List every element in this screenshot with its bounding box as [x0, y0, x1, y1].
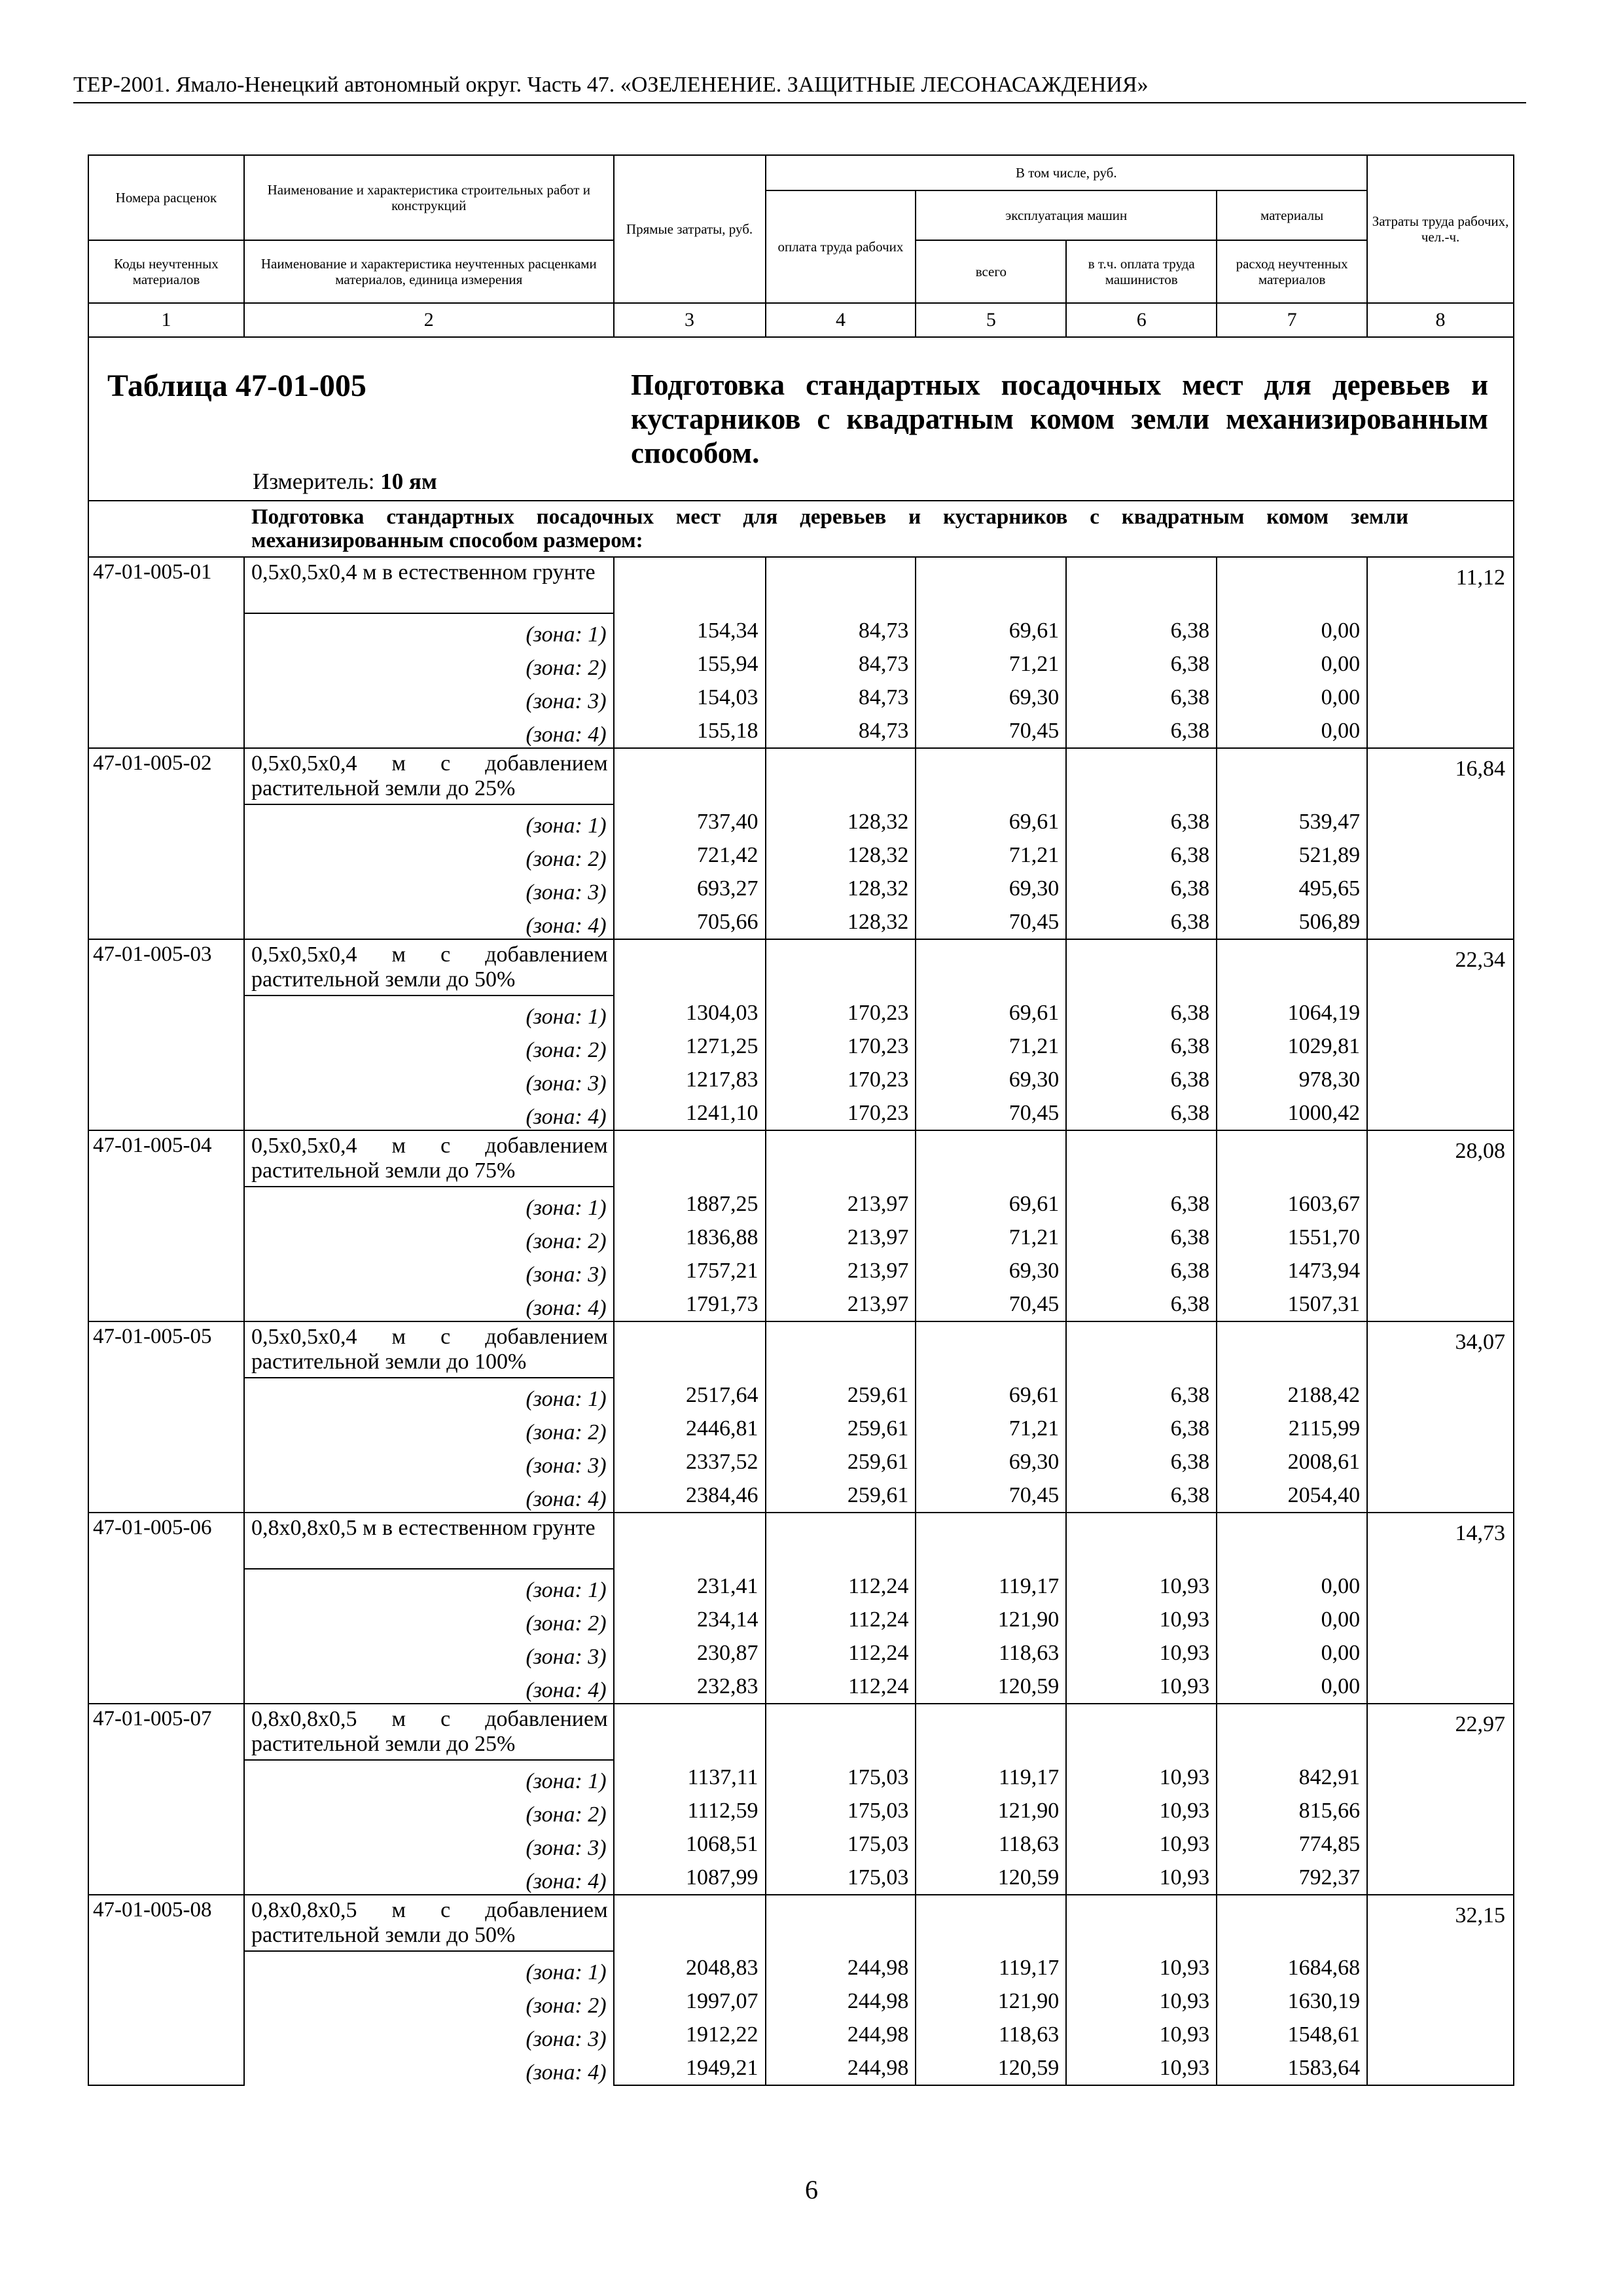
zone-label: (зона: 4) [244, 1670, 614, 1704]
operators-wages-cell [1066, 939, 1217, 1130]
labor-cost: 34,07 [1367, 1321, 1514, 1513]
zone-label: (зона: 1) [244, 1760, 614, 1794]
rate-description: 0,8x0,8x0,5 м в естественном грунте [244, 1513, 614, 1569]
col-header-unaccounted-materials: расход неучтенных материалов [1217, 240, 1367, 303]
machines-total-cell [916, 1321, 1066, 1513]
zone-value: 1583,64 [1287, 2056, 1361, 2080]
zone-value: 71,21 [1008, 1034, 1060, 1058]
zone-value: 10,93 [1159, 1956, 1210, 1980]
labor-cost: 32,15 [1367, 1895, 1514, 2085]
zone-value: 84,73 [858, 619, 909, 643]
direct-costs-cell [614, 557, 766, 748]
zone-value: 815,66 [1298, 1799, 1361, 1823]
zone-value: 1684,68 [1287, 1956, 1361, 1980]
rate-code: 47-01-005-03 [88, 939, 244, 1130]
zone-label: (зона: 1) [244, 1378, 614, 1412]
zone-value: 10,93 [1159, 1989, 1210, 2013]
col-number: 4 [766, 303, 916, 337]
zone-value: 69,61 [1008, 1192, 1060, 1216]
zone-value: 0,00 [1321, 1607, 1361, 1632]
machines-total-cell [916, 1130, 1066, 1321]
rate-rows [88, 557, 1514, 2085]
unit-value: 10 ям [380, 469, 437, 494]
zone-label: (зона: 4) [244, 1287, 614, 1321]
zone-value: 120,59 [997, 2056, 1060, 2080]
zone-label: (зона: 1) [244, 1569, 614, 1603]
zone-value: 1548,61 [1287, 2022, 1361, 2047]
materials-cell [1217, 939, 1367, 1130]
rate-description: 0,5x0,5x0,4 м с добавлением растительной земли до 25% [244, 748, 614, 804]
rate-description: 0,5x0,5x0,4 м с добавлением растительной земли до 50% [244, 939, 614, 996]
zone-value: 10,93 [1159, 1607, 1210, 1632]
wages-cell [766, 1321, 916, 1513]
zone-value: 10,93 [1159, 1641, 1210, 1665]
zone-value: 1836,88 [686, 1225, 758, 1249]
zone-value: 1241,10 [686, 1101, 758, 1125]
machines-total-cell [916, 1704, 1066, 1895]
rate-row-header [88, 748, 1514, 804]
zone-label: (зона: 1) [244, 804, 614, 838]
labor-cost: 22,34 [1367, 939, 1514, 1130]
labor-cost: 16,84 [1367, 748, 1514, 939]
zone-value: 10,93 [1159, 1765, 1210, 1789]
zone-value: 6,38 [1170, 1225, 1210, 1249]
unit-label: Измеритель: [253, 469, 375, 494]
col-header-machines-total: всего [916, 240, 1066, 303]
table-unit [253, 469, 437, 495]
machines-total-cell [916, 939, 1066, 1130]
zone-value: 978,30 [1298, 1067, 1361, 1092]
zone-value: 259,61 [847, 1383, 909, 1407]
zone-value: 170,23 [847, 1101, 909, 1125]
rate-description: 0,5x0,5x0,4 м с добавлением растительной земли до 75% [244, 1130, 614, 1187]
zone-value: 128,32 [847, 876, 909, 901]
zone-value: 175,03 [847, 1832, 909, 1856]
zone-value: 1630,19 [1287, 1989, 1361, 2013]
zone-label: (зона: 2) [244, 647, 614, 681]
zone-value: 118,63 [999, 2022, 1060, 2047]
zone-value: 69,30 [1008, 1450, 1060, 1474]
zone-value: 175,03 [847, 1865, 909, 1890]
zone-value: 721,42 [697, 843, 758, 867]
zone-value: 506,89 [1298, 910, 1361, 934]
zone-value: 121,90 [997, 1607, 1060, 1632]
zone-value: 1217,83 [686, 1067, 758, 1092]
zone-value: 0,00 [1321, 1641, 1361, 1665]
rate-row-header [88, 1130, 1514, 1187]
zone-label: (зона: 3) [244, 1636, 614, 1670]
zone-label: (зона: 3) [244, 681, 614, 714]
materials-cell [1217, 1130, 1367, 1321]
zone-value: 120,59 [997, 1674, 1060, 1698]
col-number: 5 [916, 303, 1066, 337]
zone-value: 1087,99 [686, 1865, 758, 1890]
zone-value: 1757,21 [686, 1259, 758, 1283]
zone-value: 10,93 [1159, 1832, 1210, 1856]
zone-value: 1137,11 [687, 1765, 758, 1789]
rate-row-header [88, 557, 1514, 613]
zone-value: 84,73 [858, 685, 909, 709]
zone-label: (зона: 1) [244, 996, 614, 1030]
zone-value: 6,38 [1170, 1034, 1210, 1058]
zone-value: 213,97 [847, 1259, 909, 1283]
zone-value: 6,38 [1170, 685, 1210, 709]
zone-label: (зона: 4) [244, 714, 614, 748]
zone-label: (зона: 3) [244, 1445, 614, 1479]
zone-value: 539,47 [1298, 810, 1361, 834]
zone-value: 495,65 [1298, 876, 1361, 901]
rate-code: 47-01-005-06 [88, 1513, 244, 1704]
labor-cost: 11,12 [1367, 557, 1514, 748]
zone-value: 69,30 [1008, 1067, 1060, 1092]
rate-code: 47-01-005-08 [88, 1895, 244, 2085]
zone-value: 213,97 [847, 1292, 909, 1316]
zone-value: 2115,99 [1288, 1416, 1361, 1441]
zone-value: 213,97 [847, 1192, 909, 1216]
rate-code: 47-01-005-07 [88, 1704, 244, 1895]
zone-value: 170,23 [847, 1067, 909, 1092]
operators-wages-cell [1066, 1895, 1217, 2085]
zone-value: 792,37 [1298, 1865, 1361, 1890]
page-number: 6 [805, 2175, 818, 2204]
col-header-including: В том числе, руб. [766, 155, 1368, 190]
zone-value: 737,40 [697, 810, 758, 834]
col-number: 1 [88, 303, 244, 337]
zone-value: 119,17 [999, 1574, 1060, 1598]
zone-value: 1603,67 [1287, 1192, 1361, 1216]
zone-value: 155,18 [697, 719, 758, 743]
zone-value: 175,03 [847, 1799, 909, 1823]
section-heading: Подготовка стандартных посадочных мест для деревьев и кустарников с квадратным комом земли механизированным способом размером: [88, 501, 1514, 557]
col-header-operators-wages: в т.ч. оплата труда машинистов [1066, 240, 1217, 303]
operators-wages-cell [1066, 557, 1217, 748]
zone-value: 69,61 [1008, 1001, 1060, 1025]
zone-value: 84,73 [858, 652, 909, 676]
labor-cost: 22,97 [1367, 1704, 1514, 1895]
zone-value: 6,38 [1170, 1450, 1210, 1474]
zone-value: 70,45 [1008, 719, 1060, 743]
zone-label: (зона: 2) [244, 1985, 614, 2018]
materials-cell [1217, 1704, 1367, 1895]
zone-value: 230,87 [697, 1641, 758, 1665]
zone-value: 1473,94 [1287, 1259, 1361, 1283]
col-header-machines: эксплуатация машин [916, 190, 1217, 240]
zone-value: 10,93 [1159, 1574, 1210, 1598]
zone-value: 1997,07 [686, 1989, 758, 2013]
zone-label: (зона: 3) [244, 1827, 614, 1861]
zone-value: 0,00 [1321, 719, 1361, 743]
zone-value: 118,63 [999, 1641, 1060, 1665]
zone-value: 6,38 [1170, 1259, 1210, 1283]
col-header-material-name: Наименование и характеристика неучтенных расценками материалов, единица измерения [244, 240, 614, 303]
zone-value: 1029,81 [1287, 1034, 1361, 1058]
rate-code: 47-01-005-02 [88, 748, 244, 939]
machines-total-cell [916, 748, 1066, 939]
zone-value: 112,24 [848, 1674, 909, 1698]
zone-value: 1551,70 [1287, 1225, 1361, 1249]
direct-costs-cell [614, 1704, 766, 1895]
zone-value: 0,00 [1321, 1674, 1361, 1698]
machines-total-cell [916, 1895, 1066, 2085]
rate-row-header [88, 1704, 1514, 1760]
zone-value: 244,98 [847, 1989, 909, 2013]
zone-value: 2188,42 [1287, 1383, 1361, 1407]
zone-label: (зона: 1) [244, 1187, 614, 1221]
col-number: 6 [1066, 303, 1217, 337]
direct-costs-cell [614, 1321, 766, 1513]
zone-value: 6,38 [1170, 1383, 1210, 1407]
col-number: 7 [1217, 303, 1367, 337]
zone-value: 70,45 [1008, 910, 1060, 934]
zone-value: 175,03 [847, 1765, 909, 1789]
zone-value: 0,00 [1321, 685, 1361, 709]
zone-label: (зона: 1) [244, 613, 614, 647]
zone-value: 6,38 [1170, 910, 1210, 934]
zone-label: (зона: 2) [244, 1603, 614, 1636]
zone-value: 170,23 [847, 1001, 909, 1025]
rate-description: 0,5x0,5x0,4 м с добавлением растительной земли до 100% [244, 1321, 614, 1378]
zone-value: 2048,83 [686, 1956, 758, 1980]
wages-cell [766, 939, 916, 1130]
labor-cost: 14,73 [1367, 1513, 1514, 1704]
zone-label: (зона: 2) [244, 838, 614, 872]
zone-value: 6,38 [1170, 843, 1210, 867]
zone-value: 69,30 [1008, 1259, 1060, 1283]
zone-value: 1507,31 [1287, 1292, 1361, 1316]
col-number: 8 [1367, 303, 1514, 337]
direct-costs-cell [614, 1130, 766, 1321]
zone-value: 232,83 [697, 1674, 758, 1698]
zone-value: 119,17 [999, 1765, 1060, 1789]
zone-value: 521,89 [1298, 843, 1361, 867]
rate-row-header [88, 1321, 1514, 1378]
running-header: ТЕР-2001. Ямало-Ненецкий автономный округ. Часть 47. «ОЗЕЛЕНЕНИЕ. ЗАЩИТНЫЕ ЛЕСОНАСАЖДЕНИЯ» [73, 71, 1526, 103]
zone-label: (зона: 2) [244, 1412, 614, 1445]
zone-value: 2337,52 [686, 1450, 758, 1474]
direct-costs-cell [614, 939, 766, 1130]
col-header-codes: Коды неучтенных материалов [88, 240, 244, 303]
zone-value: 1068,51 [686, 1832, 758, 1856]
zone-label: (зона: 4) [244, 2052, 614, 2085]
zone-value: 118,63 [999, 1832, 1060, 1856]
zone-value: 6,38 [1170, 1067, 1210, 1092]
labor-cost: 28,08 [1367, 1130, 1514, 1321]
zone-value: 71,21 [1008, 1225, 1060, 1249]
zone-value: 244,98 [847, 1956, 909, 1980]
zone-value: 120,59 [997, 1865, 1060, 1890]
zone-value: 6,38 [1170, 1416, 1210, 1441]
zone-value: 1112,59 [687, 1799, 758, 1823]
col-header-direct-costs: Прямые затраты, руб. [614, 155, 766, 303]
zone-value: 6,38 [1170, 810, 1210, 834]
wages-cell [766, 1513, 916, 1704]
operators-wages-cell [1066, 1704, 1217, 1895]
zone-value: 2517,64 [686, 1383, 758, 1407]
zone-value: 155,94 [697, 652, 758, 676]
zone-value: 154,34 [697, 619, 758, 643]
table-title-block [88, 337, 1514, 501]
zone-value: 2384,46 [686, 1483, 758, 1507]
zone-label: (зона: 3) [244, 1063, 614, 1096]
zone-value: 128,32 [847, 810, 909, 834]
zone-value: 1304,03 [686, 1001, 758, 1025]
rate-description: 0,8x0,8x0,5 м с добавлением растительной земли до 50% [244, 1895, 614, 1951]
zone-value: 6,38 [1170, 1292, 1210, 1316]
zone-value: 10,93 [1159, 1799, 1210, 1823]
zone-value: 10,93 [1159, 2056, 1210, 2080]
zone-value: 69,61 [1008, 619, 1060, 643]
rate-row-header [88, 1895, 1514, 1951]
materials-cell [1217, 557, 1367, 748]
zone-value: 6,38 [1170, 619, 1210, 643]
zone-value: 121,90 [997, 1799, 1060, 1823]
col-header-labor: Затраты труда рабочих, чел.-ч. [1367, 155, 1514, 303]
operators-wages-cell [1066, 1513, 1217, 1704]
wages-cell [766, 748, 916, 939]
zone-value: 10,93 [1159, 1674, 1210, 1698]
zone-value: 705,66 [697, 910, 758, 934]
zone-value: 244,98 [847, 2056, 909, 2080]
zone-value: 71,21 [1008, 652, 1060, 676]
zone-value: 231,41 [697, 1574, 758, 1598]
direct-costs-cell [614, 1513, 766, 1704]
rate-row-header [88, 1513, 1514, 1569]
zone-value: 1000,42 [1287, 1101, 1361, 1125]
col-number: 2 [244, 303, 614, 337]
zone-value: 1912,22 [686, 2022, 758, 2047]
zone-label: (зона: 4) [244, 1096, 614, 1130]
machines-total-cell [916, 557, 1066, 748]
zone-value: 1887,25 [686, 1192, 758, 1216]
zone-value: 2446,81 [686, 1416, 758, 1441]
zone-value: 70,45 [1008, 1292, 1060, 1316]
rate-code: 47-01-005-04 [88, 1130, 244, 1321]
zone-value: 259,61 [847, 1416, 909, 1441]
operators-wages-cell [1066, 1130, 1217, 1321]
zone-value: 154,03 [697, 685, 758, 709]
zone-value: 69,30 [1008, 685, 1060, 709]
zone-value: 2008,61 [1287, 1450, 1361, 1474]
col-header-rate-numbers: Номера расценок [88, 155, 244, 240]
col-header-work-name: Наименование и характеристика строительных работ и конструкций [244, 155, 614, 240]
zone-label: (зона: 4) [244, 905, 614, 939]
operators-wages-cell [1066, 1321, 1217, 1513]
zone-value: 2054,40 [1287, 1483, 1361, 1507]
zone-value: 112,24 [848, 1607, 909, 1632]
wages-cell [766, 1704, 916, 1895]
zone-label: (зона: 4) [244, 1861, 614, 1895]
zone-value: 0,00 [1321, 619, 1361, 643]
zone-value: 6,38 [1170, 1001, 1210, 1025]
zone-value: 69,61 [1008, 810, 1060, 834]
zone-value: 71,21 [1008, 1416, 1060, 1441]
zone-value: 69,61 [1008, 1383, 1060, 1407]
machines-total-cell [916, 1513, 1066, 1704]
zone-value: 84,73 [858, 719, 909, 743]
zone-label: (зона: 2) [244, 1221, 614, 1254]
zone-value: 0,00 [1321, 1574, 1361, 1598]
zone-label: (зона: 2) [244, 1030, 614, 1063]
zone-value: 842,91 [1298, 1765, 1361, 1789]
zone-value: 121,90 [997, 1989, 1060, 2013]
col-header-wages: оплата труда рабочих [766, 190, 916, 303]
rate-description: 0,5x0,5x0,4 м в естественном грунте [244, 557, 614, 613]
zone-value: 1791,73 [686, 1292, 758, 1316]
zone-value: 259,61 [847, 1450, 909, 1474]
materials-cell [1217, 1895, 1367, 2085]
zone-label: (зона: 3) [244, 2018, 614, 2052]
zone-value: 128,32 [847, 910, 909, 934]
zone-value: 119,17 [999, 1956, 1060, 1980]
zone-label: (зона: 3) [244, 1254, 614, 1287]
zone-value: 71,21 [1008, 843, 1060, 867]
zone-value: 6,38 [1170, 1101, 1210, 1125]
wages-cell [766, 1130, 916, 1321]
zone-value: 6,38 [1170, 1483, 1210, 1507]
zone-value: 1064,19 [1287, 1001, 1361, 1025]
table-label: Таблица 47-01-005 [107, 368, 366, 403]
wages-cell [766, 1895, 916, 2085]
zone-value: 1271,25 [686, 1034, 758, 1058]
zone-value: 244,98 [847, 2022, 909, 2047]
zone-value: 70,45 [1008, 1101, 1060, 1125]
zone-value: 693,27 [697, 876, 758, 901]
zone-label: (зона: 2) [244, 1794, 614, 1827]
materials-cell [1217, 748, 1367, 939]
zone-value: 1949,21 [686, 2056, 758, 2080]
zone-label: (зона: 1) [244, 1951, 614, 1985]
materials-cell [1217, 1513, 1367, 1704]
direct-costs-cell [614, 748, 766, 939]
rate-code: 47-01-005-05 [88, 1321, 244, 1513]
zone-value: 6,38 [1170, 1192, 1210, 1216]
table-title: Подготовка стандартных посадочных мест для деревьев и кустарников с квадратным комом земли механизированным способом. [631, 368, 1488, 469]
rate-description: 0,8x0,8x0,5 м с добавлением растительной земли до 25% [244, 1704, 614, 1760]
materials-cell [1217, 1321, 1367, 1513]
zone-value: 170,23 [847, 1034, 909, 1058]
zone-value: 70,45 [1008, 1483, 1060, 1507]
zone-value: 259,61 [847, 1483, 909, 1507]
direct-costs-cell [614, 1895, 766, 2085]
zone-value: 213,97 [847, 1225, 909, 1249]
zone-value: 128,32 [847, 843, 909, 867]
wages-cell [766, 557, 916, 748]
rate-code: 47-01-005-01 [88, 557, 244, 748]
zone-label: (зона: 3) [244, 872, 614, 905]
zone-value: 0,00 [1321, 652, 1361, 676]
zone-value: 6,38 [1170, 652, 1210, 676]
operators-wages-cell [1066, 748, 1217, 939]
col-number: 3 [614, 303, 766, 337]
zone-value: 234,14 [697, 1607, 758, 1632]
rate-row-header [88, 939, 1514, 996]
zone-value: 10,93 [1159, 1865, 1210, 1890]
zone-value: 6,38 [1170, 719, 1210, 743]
zone-value: 112,24 [848, 1641, 909, 1665]
zone-value: 10,93 [1159, 2022, 1210, 2047]
zone-value: 774,85 [1298, 1832, 1361, 1856]
zone-value: 6,38 [1170, 876, 1210, 901]
rates-table [88, 154, 1514, 2086]
zone-value: 69,30 [1008, 876, 1060, 901]
zone-label: (зона: 4) [244, 1479, 614, 1513]
zone-value: 112,24 [848, 1574, 909, 1598]
col-header-materials: материалы [1217, 190, 1367, 240]
